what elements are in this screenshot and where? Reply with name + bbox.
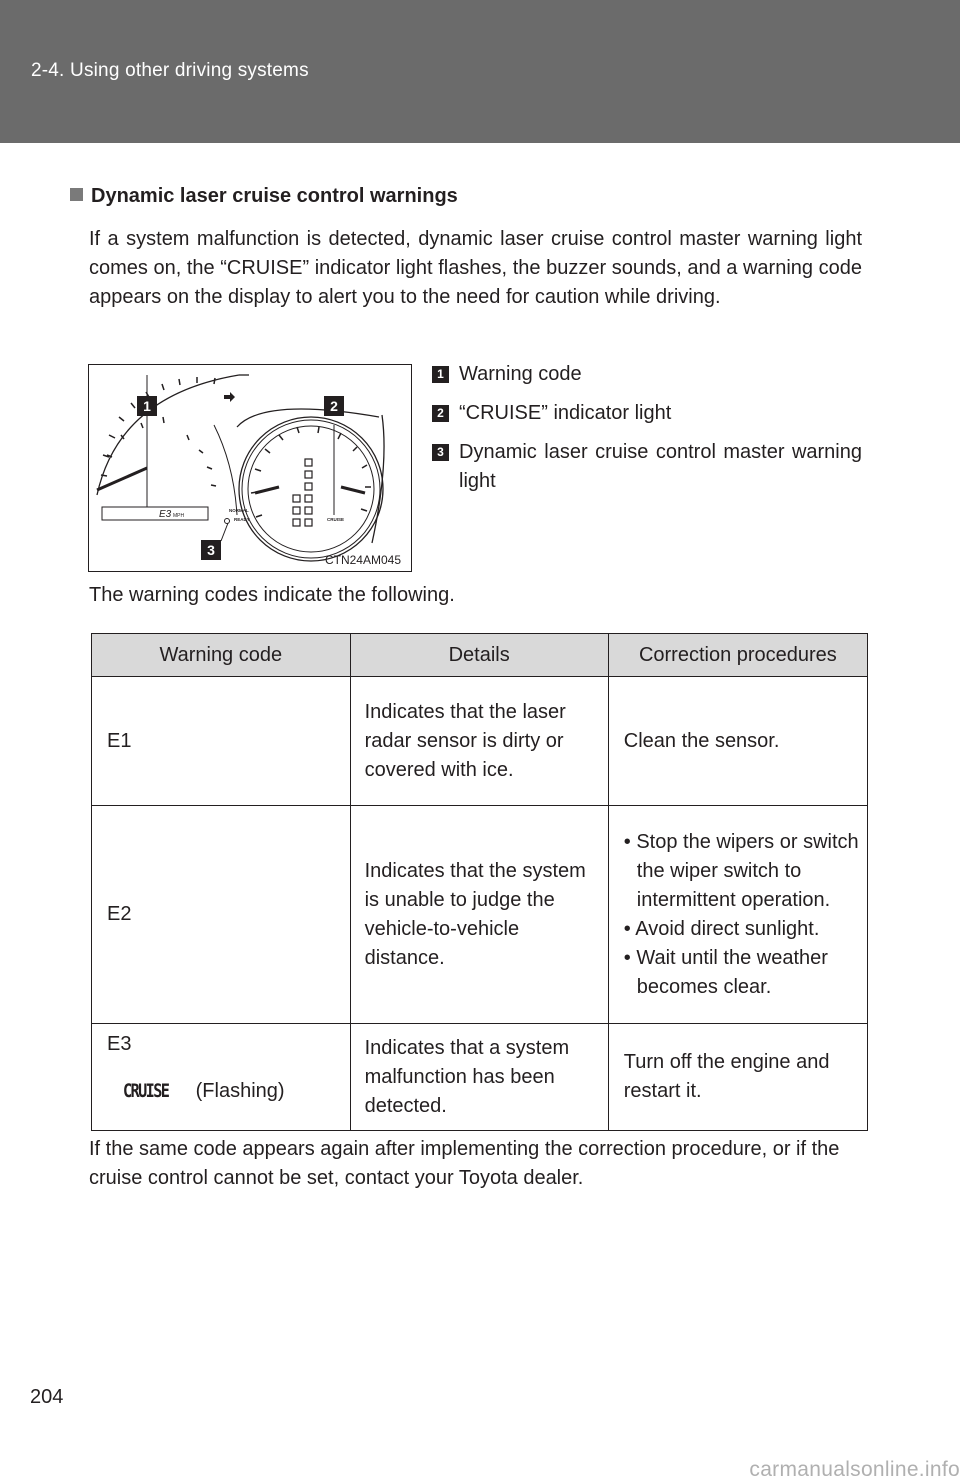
row-details: Indicates that a system malfunction has been detected. xyxy=(350,1024,608,1131)
row-code: E2 xyxy=(92,806,351,1024)
section-heading xyxy=(70,185,458,208)
row-details: Indicates that the system is unable to judge the vehicle-to-vehicle distance. xyxy=(350,806,608,1024)
indicator-state: (Flashing) xyxy=(195,1080,285,1102)
turn-signal-icon xyxy=(224,392,235,402)
legend-item xyxy=(432,360,862,389)
instrument-cluster-figure xyxy=(88,364,412,572)
cruise-indicator-icon: CRUISE xyxy=(123,1080,169,1102)
table-header-row xyxy=(92,634,868,677)
correction-item: • Stop the wipers or switch the wiper switch to intermittent operation. xyxy=(623,830,859,911)
warning-code-table xyxy=(91,633,868,1131)
closing-paragraph: If the same code appears again after implementing the correction procedure, or if the cruise control cannot be set, contact your Toyota dealer. xyxy=(89,1138,840,1189)
legend-item xyxy=(432,438,862,496)
label-cruise: CRUISE xyxy=(327,517,345,522)
section-heading-text: Dynamic laser cruise control warnings xyxy=(91,185,458,207)
legend-number: 3 xyxy=(432,444,449,461)
page-header xyxy=(0,0,960,143)
table-row xyxy=(92,677,868,806)
table-row xyxy=(92,1024,868,1131)
intro-paragraph: If a system malfunction is detected, dynamic laser cruise control master warning light comes on, the “CRUISE” indicator light flashes, the buzzer sounds, and a warning code appears on the display to alert you to the need for caution while driving. xyxy=(89,228,862,308)
legend-text: Dynamic laser cruise control master warning light xyxy=(459,441,862,492)
square-bullet-icon xyxy=(70,188,83,201)
header-details: Details xyxy=(350,634,608,677)
legend-text: Warning code xyxy=(459,363,582,385)
watermark: carmanualsonline.info xyxy=(749,1458,960,1481)
figure-legend xyxy=(432,360,862,506)
row-code: E3 xyxy=(107,1033,132,1055)
callout-badge-3: 3 xyxy=(201,540,221,560)
row-correction xyxy=(608,806,867,1024)
correction-item: • Wait until the weather becomes clear. xyxy=(623,946,828,998)
legend-number: 2 xyxy=(432,405,449,422)
header-correction: Correction procedures xyxy=(608,634,867,677)
row-code-cell xyxy=(92,1024,351,1131)
correction-list xyxy=(624,828,861,1002)
table-intro: The warning codes indicate the following. xyxy=(89,584,455,606)
row-code: E1 xyxy=(92,677,351,806)
correction-item: • Avoid direct sunlight. xyxy=(623,917,820,940)
label-ready: READY xyxy=(234,517,250,522)
row-correction: Clean the sensor. xyxy=(608,677,867,806)
callout-badge-2: 2 xyxy=(324,396,344,416)
display-unit: MPH xyxy=(173,513,185,519)
row-correction: Turn off the engine and restart it. xyxy=(608,1024,867,1131)
legend-text: “CRUISE” indicator light xyxy=(459,402,672,424)
table-row xyxy=(92,806,868,1024)
page-number: 204 xyxy=(30,1386,64,1408)
label-normal: NORMAL xyxy=(229,508,249,513)
header-warning-code: Warning code xyxy=(92,634,351,677)
callout-badge-1: 1 xyxy=(137,396,157,416)
legend-item xyxy=(432,399,862,428)
figure-caption: CTN24AM045 xyxy=(324,553,401,567)
row-details: Indicates that the laser radar sensor is dirty or covered with ice. xyxy=(350,677,608,806)
cruise-indicator xyxy=(123,1077,350,1106)
section-breadcrumb: 2-4. Using other driving systems xyxy=(31,60,309,81)
legend-number: 1 xyxy=(432,366,449,383)
display-code: E3 xyxy=(159,509,172,520)
